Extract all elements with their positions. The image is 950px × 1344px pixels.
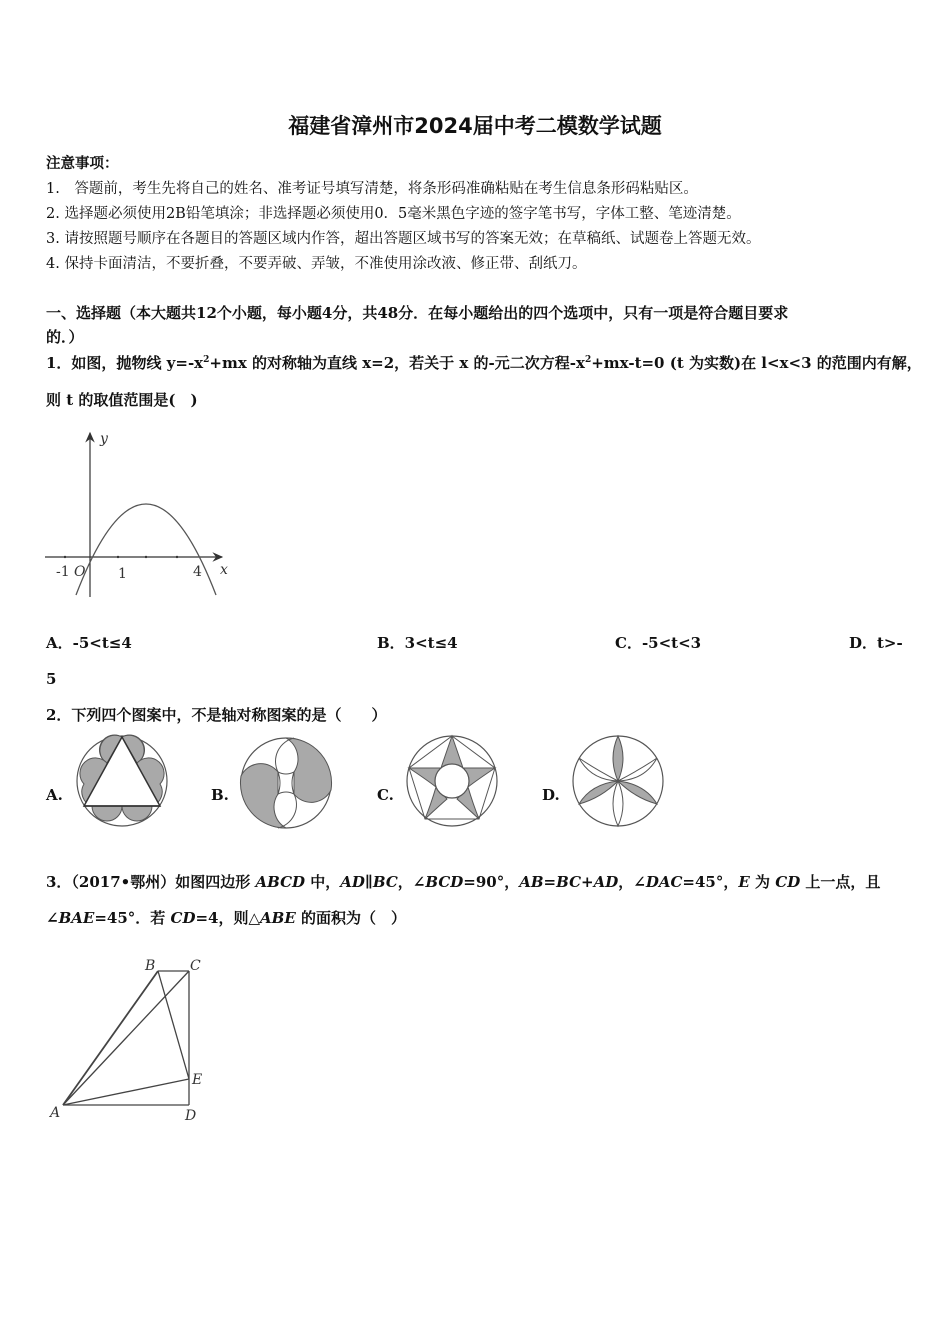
q3-seg-ad: AD: [340, 873, 365, 891]
q3-seg-bc: BC: [372, 873, 398, 891]
q3-text: =90°，: [463, 873, 520, 891]
q1-superscript-2: 2: [584, 355, 592, 365]
notice-item-2: 2. 选择题必须使用2B铅笔填涂；非选择题必须使用0．5毫米黑色字迹的签字笔书写，字体工整、笔迹清楚。: [46, 206, 741, 222]
q3-seg-cd: CD: [775, 873, 801, 891]
q3-point-e: E: [738, 873, 750, 891]
q3-text: =45°．若: [94, 909, 171, 927]
q3-quadrilateral-figure: [40, 950, 220, 1130]
parabola-curve: [76, 504, 216, 595]
angle-symbol: ∠: [46, 909, 59, 927]
q3-text: ，∠: [618, 873, 646, 891]
parallel-symbol: ∥: [364, 873, 373, 891]
q2-option-a-label[interactable]: A.: [46, 786, 63, 804]
x-axis-label: x: [220, 562, 228, 578]
q1-option-d-continued: 5: [46, 670, 57, 688]
tick-label-neg1: -1: [56, 564, 70, 580]
q3-angle-dac: DAC: [645, 873, 683, 891]
q1-option-a[interactable]: A．-5<t≤4: [46, 634, 132, 652]
q1-superscript-1: 2: [203, 355, 210, 365]
q3-text: ，∠: [397, 873, 426, 891]
tick-label-4: 4: [193, 564, 202, 580]
notice-item-1: 1. 答题前，考生先将自己的姓名、准考证号填写清楚，将条形码准确粘贴在考生信息条形码粘贴区。: [46, 181, 698, 197]
q2-option-d-label[interactable]: D.: [542, 786, 560, 804]
point-a-label: A: [50, 1105, 61, 1121]
tick-label-1: 1: [118, 566, 127, 582]
q3-equation: AB=BC+AD: [519, 873, 619, 891]
q1-option-b[interactable]: B．3<t≤4: [377, 634, 458, 652]
q3-angle-bae: BAE: [58, 909, 95, 927]
question-3-stem-line1: [46, 871, 880, 892]
point-b-label: B: [145, 958, 156, 974]
q3-text: 3．（2017•鄂州）如图四边形: [46, 873, 256, 891]
q2-option-b-label[interactable]: B.: [211, 786, 229, 804]
q3-text: =4，则△: [195, 909, 260, 927]
q3-triangle-abe: ABE: [260, 909, 296, 927]
notice-heading: 注意事项：: [46, 155, 119, 172]
question-1-stem: [46, 352, 922, 373]
section-heading-line2: 的．）: [46, 328, 84, 346]
q2-figure-a-triangle-circle[interactable]: [75, 734, 169, 828]
q3-angle-bcd: BCD: [425, 873, 464, 891]
q3-text: 中，: [305, 873, 341, 891]
question-1-stem-line2: 则 t 的取值范围是( ): [46, 391, 198, 409]
q2-figure-d-flower[interactable]: [571, 734, 665, 828]
q2-figure-c-star[interactable]: [405, 734, 499, 828]
q3-text: =45°，: [682, 873, 739, 891]
q1-parabola-graph: [40, 425, 240, 605]
page-title: 福建省漳州市2024届中考二模数学试题: [288, 114, 662, 138]
q2-figure-b-pinwheel[interactable]: [239, 736, 333, 830]
point-e-label: E: [192, 1072, 203, 1088]
notice-item-4: 4. 保持卡面清洁，不要折叠，不要弄破、弄皱，不准使用涂改液、修正带、刮纸刀。: [46, 256, 587, 272]
notice-item-3: 3. 请按照题号顺序在各题目的答题区域内作答，超出答题区域书写的答案无效；在草稿纸、试题卷上答题无效。: [46, 231, 761, 247]
q1-text-part1: 1．如图，抛物线 y=-x: [46, 354, 204, 372]
point-c-label: C: [190, 958, 201, 974]
q3-text: 为: [749, 873, 776, 891]
q1-text-part3: +mx-t=0 (t 为实数)在 l<x<3 的范围内有解，: [591, 354, 922, 372]
y-axis-label: y: [100, 431, 108, 447]
q3-seg-cd: CD: [170, 909, 196, 927]
point-d-label: D: [185, 1108, 197, 1124]
question-2-stem: 2．下列四个图案中，不是轴对称图案的是（ ）: [46, 706, 387, 724]
q3-text: 上一点，且: [800, 873, 881, 891]
q3-text: 的面积为（ ）: [295, 909, 406, 927]
origin-label: O: [74, 564, 86, 580]
q2-option-c-label[interactable]: C.: [377, 786, 394, 804]
section-heading-line1: 一、选择题（本大题共12个小题，每小题4分，共48分．在每小题给出的四个选项中，只有一项是符合题目要求: [46, 304, 789, 322]
question-3-stem-line2: [46, 907, 406, 928]
q3-quad-abcd: ABCD: [255, 873, 306, 891]
q1-option-d[interactable]: D．t>-: [849, 634, 903, 652]
q1-option-c[interactable]: C．-5<t<3: [615, 634, 702, 652]
q1-text-part2: +mx 的对称轴为直线 x=2，若关于 x 的-元二次方程-x: [209, 354, 585, 372]
